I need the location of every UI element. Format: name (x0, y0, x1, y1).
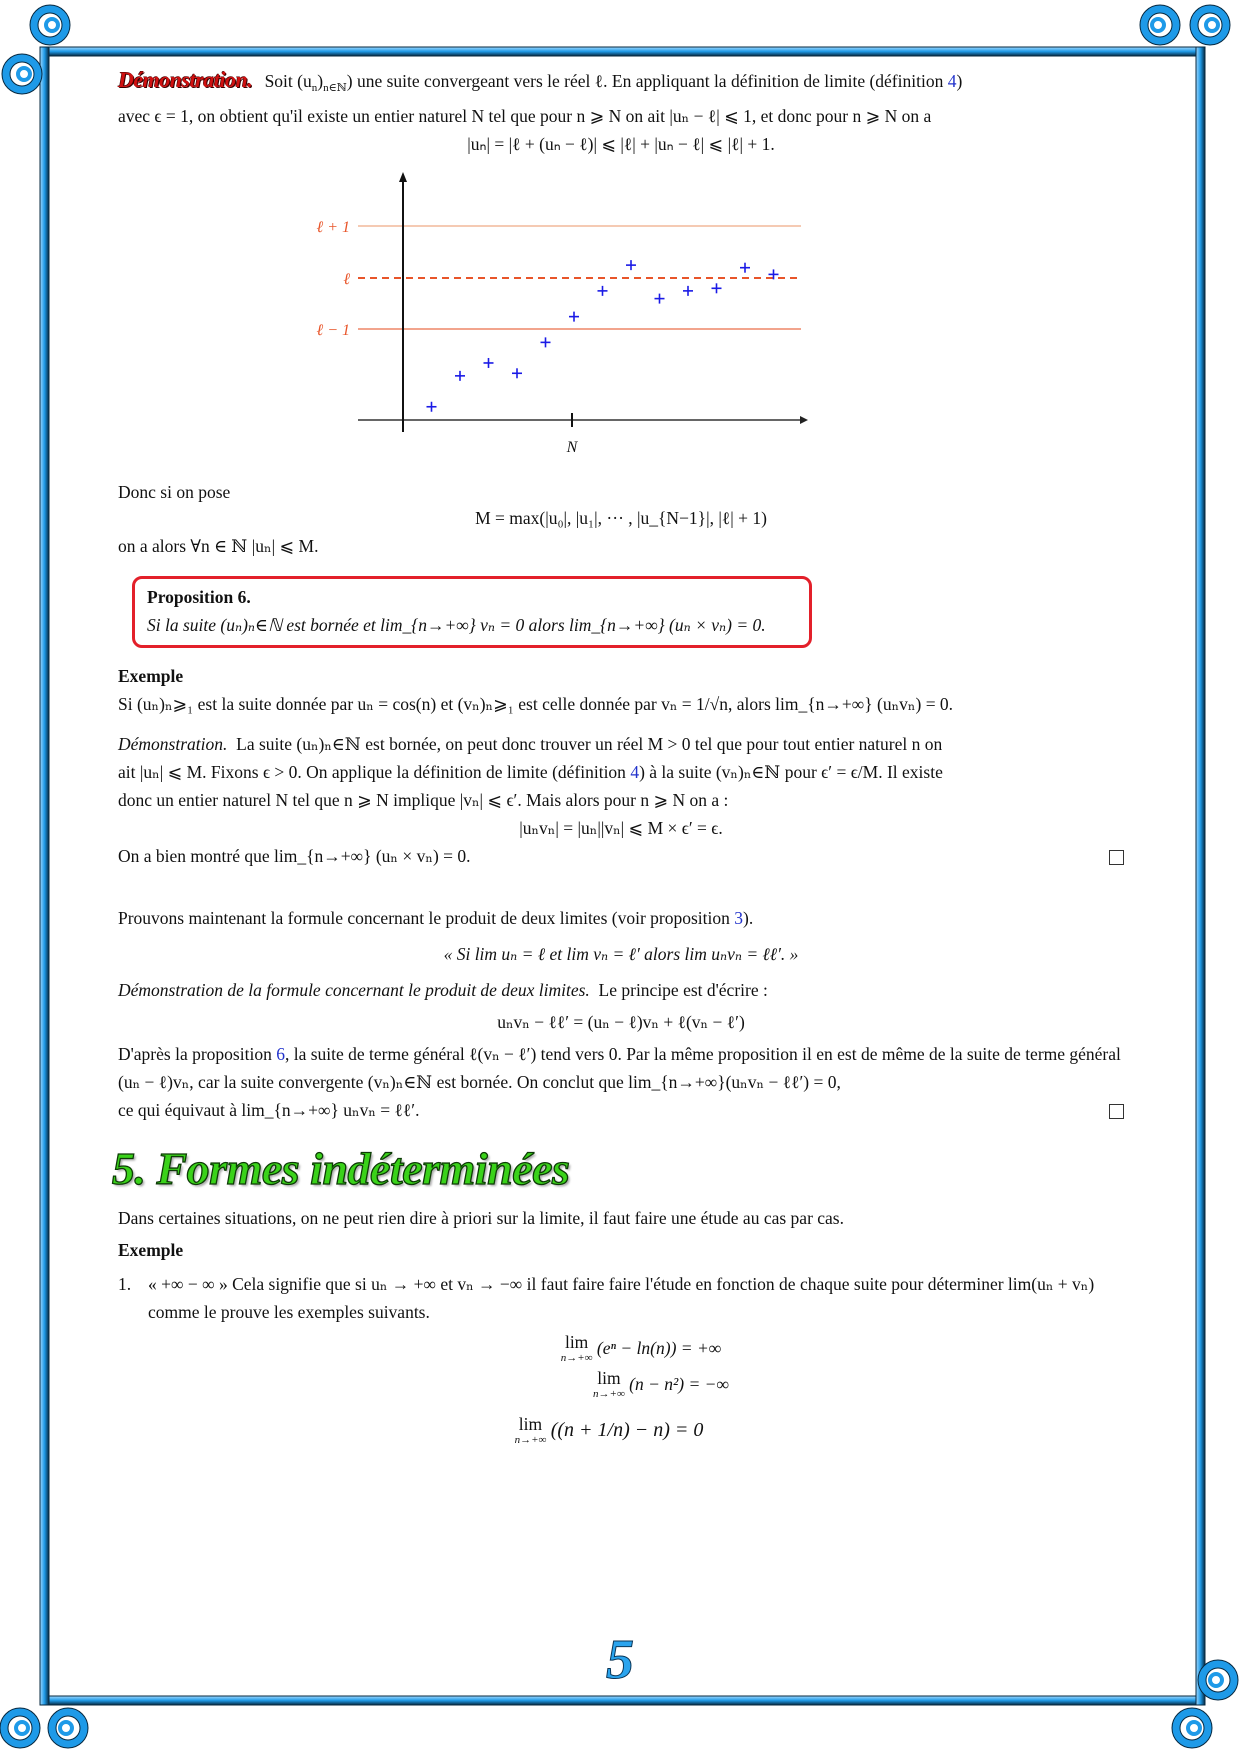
limit-examples (118, 1334, 1124, 1448)
demo-line: avec ϵ = 1, on obtient qu'il existe un entier naturel N tel que pour n ⩾ N on ait |uₙ − ℓ| ⩽ 1, et donc pour n ⩾ N on a (118, 106, 932, 126)
lim-subscript: n→+∞ (560, 1352, 593, 1364)
formula-M: M = max(|u₀|, |u₁|, ··· , |u_{N−1}|, |ℓ| + 1) (475, 508, 767, 528)
demo-paragraph: Démonstration. Soit $(u_n)_{n\in ℕ}$) une suite convergeant vers le réel ℓ. En appliquant la définition de limite (définition 4) (118, 67, 963, 94)
page-content (112, 66, 1124, 1448)
demo-text: Le principe est d'écrire : (598, 980, 768, 1000)
lim-operator: lim (597, 1368, 621, 1388)
demonstration-prop6 (118, 730, 1124, 870)
lim-subscript: n→+∞ (593, 1388, 625, 1400)
example-title: Exemple (118, 1240, 184, 1260)
qed-icon (1109, 1104, 1124, 1119)
demo-text: ) (956, 71, 963, 91)
demonstration-label: Démonstration. (118, 734, 228, 754)
x-axis-arrow (800, 416, 808, 424)
lim-operator: lim (518, 1414, 543, 1434)
spiral-ornament-top-right (1144, 9, 1226, 41)
convergence-chart (298, 170, 898, 470)
lim-subscript: n→+∞ (514, 1434, 547, 1446)
demonstration-heading: Démonstration. (118, 67, 253, 92)
list-item (118, 1270, 1124, 1326)
intro-text: ). (743, 908, 754, 928)
label-l-minus-1: ℓ − 1 (316, 322, 350, 339)
label-l-plus-1: ℓ + 1 (316, 219, 350, 236)
demo-text: ) une suite convergeant vers le réel ℓ. En appliquant la définition de limite (définition (346, 71, 948, 91)
product-formula-quote: « Si lim uₙ = ℓ et lim vₙ = ℓ′ alors lim uₙvₙ = ℓℓ′. » (443, 944, 799, 964)
spiral-ornament-bottom-left (4, 1712, 84, 1744)
proposition-title: Proposition 6. (147, 587, 251, 607)
product-limits-section (118, 904, 1124, 1124)
chart-plot (298, 170, 918, 470)
formula-decomposition: uₙvₙ − ℓℓ′ = (uₙ − ℓ)vₙ + ℓ(vₙ − ℓ′) (497, 1012, 745, 1032)
spiral-ornament-top-left (6, 9, 66, 90)
qed-icon (1109, 850, 1124, 865)
formula-bound: |uₙ| = |ℓ + (uₙ − ℓ)| ⩽ |ℓ| + |uₙ − ℓ| ⩽ |ℓ| + 1. (467, 134, 775, 154)
demo-text: ) à la suite (vₙ)ₙ∈ℕ pour ϵ′ = ϵ/M. Il existe (639, 762, 943, 782)
demo-text: Soit (u (264, 71, 312, 91)
demonstration-bounded (118, 66, 1124, 158)
proposition-link[interactable]: 3 (734, 908, 744, 928)
text-donc: Donc si on pose (118, 482, 231, 502)
proposition-6-box (132, 576, 812, 648)
list-number: 1. (118, 1274, 132, 1294)
example-title: Exemple (118, 666, 184, 686)
proposition-link[interactable]: 6 (276, 1044, 285, 1064)
sequence-points (427, 260, 779, 412)
demo-conclusion: On a bien montré que lim_{n→+∞} (uₙ × vₙ) = 0. (118, 846, 471, 866)
demo-text: ait |uₙ| ⩽ M. Fixons ϵ > 0. On applique la définition de limite (définition (118, 762, 631, 782)
limit-example-1 (158, 1334, 1124, 1366)
demo-text: donc un entier naturel N tel que n ⩾ N implique |vₙ| ⩽ ϵ′. Mais alors pour n ⩾ N on a : (118, 790, 729, 810)
section-intro: Dans certaines situations, on ne peut rien dire à priori sur la limite, il faut faire une étude au cas par cas. (118, 1208, 844, 1228)
y-axis-arrow (399, 172, 407, 182)
definition-link[interactable]: 4 (947, 71, 957, 91)
proposition-statement: Si la suite (uₙ)ₙ∈ℕ est bornée et lim_{n→+∞} vₙ = 0 alors lim_{n→+∞} (uₙ × vₙ) = 0. (147, 615, 766, 635)
limit-example-2 (198, 1370, 1124, 1402)
example-text: Si (uₙ)ₙ⩾₁ est la suite donnée par uₙ = cos(n) et (vₙ)ₙ⩾₁ est celle donnée par vₙ = 1/√n, alors lim_{n→+∞} (uₙvₙ) = 0. (118, 694, 954, 714)
limit-expression: (eⁿ − ln(n)) = +∞ (596, 1338, 722, 1359)
demonstration-label: Démonstration de la formule concernant le produit de deux limites. (118, 980, 590, 1000)
demo-text: D'après la proposition (118, 1044, 277, 1064)
lim-operator: lim (564, 1332, 589, 1352)
label-l: ℓ (343, 271, 350, 288)
subscript: n∈ℕ (323, 82, 347, 94)
text-conclusion-bounded: on a alors ∀n ∈ ℕ |uₙ| ⩽ M. (118, 536, 319, 556)
list-text: « +∞ − ∞ » Cela signifie que si uₙ → +∞ et vₙ → −∞ il faut faire faire l'étude en fonction de chaque suite pour déterminer lim(uₙ + vₙ) comme le prouve les exemples suivants. (148, 1274, 1095, 1322)
limit-expression: (n − n²) = −∞ (629, 1374, 729, 1395)
limit-expression: ((n + 1/n) − n) = 0 (550, 1419, 704, 1442)
demo-text: La suite (uₙ)ₙ∈ℕ est bornée, on peut donc trouver un réel M > 0 tel que pour tout entier naturel n on (236, 734, 943, 754)
definition-link[interactable]: 4 (630, 762, 640, 782)
example-block (118, 662, 1124, 718)
label-N: N (566, 439, 578, 456)
section-title: 5. Formes indéterminées (112, 1143, 570, 1194)
demo-conclusion: ce qui équivaut à lim_{n→+∞} uₙvₙ = ℓℓ′. (118, 1100, 420, 1120)
limit-example-3 (118, 1416, 1100, 1448)
intro-text: Prouvons maintenant la formule concernant le produit de deux limites (voir proposition (118, 908, 735, 928)
subscript: n (311, 82, 318, 94)
page-number: 5 (606, 1629, 634, 1691)
demo-text: , la suite de terme général ℓ(vₙ − ℓ′) tend vers 0. Par la même proposition il en est de même de la suite de terme général (uₙ − ℓ)vₙ, car la suite convergente (vₙ)ₙ∈ℕ est bornée. On conclut que lim_{n→+∞}(uₙvₙ − ℓℓ′) = 0, (118, 1044, 1121, 1092)
formula-product-bound: |uₙvₙ| = |uₙ||vₙ| ⩽ M × ϵ′ = ϵ. (519, 818, 723, 838)
